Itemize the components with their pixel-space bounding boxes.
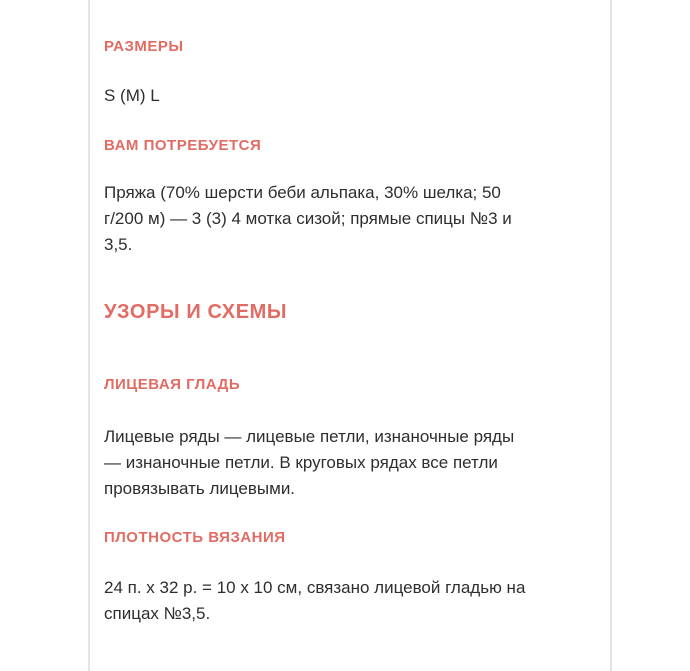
materials-line: Пряжа (70% шерсти беби альпака, 30% шелка; 50	[104, 183, 501, 202]
materials-line: 3,5.	[104, 235, 133, 254]
stockinette-heading: ЛИЦЕВАЯ ГЛАДЬ	[104, 376, 241, 393]
gauge-heading: ПЛОТНОСТЬ ВЯЗАНИЯ	[104, 529, 286, 546]
left-divider	[88, 0, 90, 671]
stockinette-line: — изнаночные петли. В круговых рядах все петли	[104, 453, 498, 472]
patterns-heading: УЗОРЫ И СХЕМЫ	[104, 301, 288, 323]
sizes-text: S (M) L	[104, 86, 160, 105]
gauge-line: 24 п. x 32 р. = 10 x 10 см, связано лицевой гладью на	[104, 578, 526, 597]
materials-text	[104, 180, 594, 258]
gauge-line: спицах №3,5.	[104, 604, 211, 623]
gauge-text	[104, 575, 594, 627]
stockinette-line: Лицевые ряды — лицевые петли, изнаночные ряды	[104, 427, 515, 446]
stockinette-line: провязывать лицевыми.	[104, 479, 296, 498]
right-divider	[610, 0, 612, 671]
stockinette-text	[104, 424, 594, 502]
materials-line: г/200 м) — 3 (3) 4 мотка сизой; прямые спицы №3 и	[104, 209, 512, 228]
materials-heading: ВАМ ПОТРЕБУЕТСЯ	[104, 137, 262, 154]
sizes-heading: РАЗМЕРЫ	[104, 38, 184, 55]
